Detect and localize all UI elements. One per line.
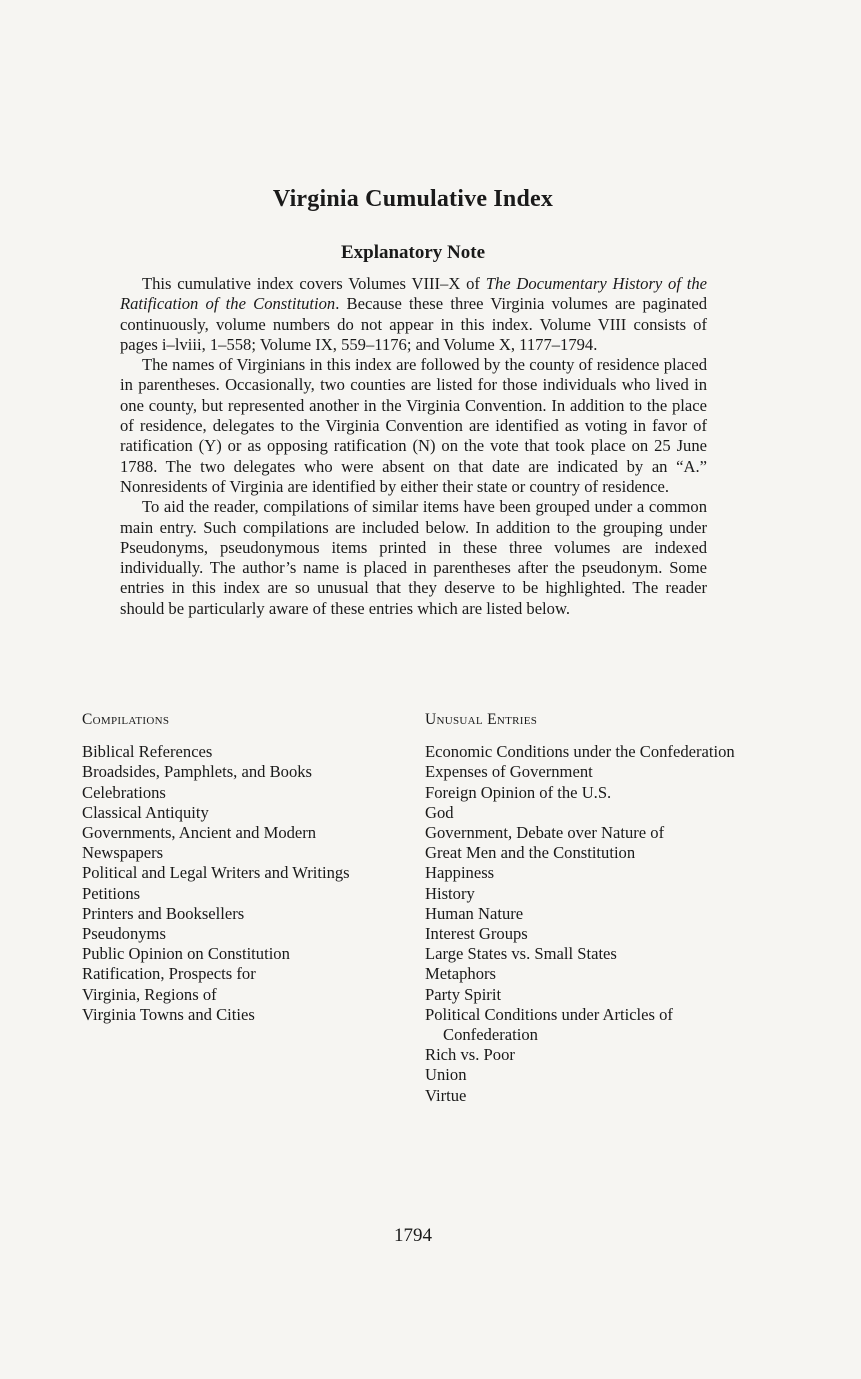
list-item: Newspapers — [82, 843, 164, 863]
compilations-list — [82, 710, 382, 1025]
list-item: Human Nature — [425, 903, 524, 923]
list-item: Ratification, Prospects for — [82, 964, 256, 984]
book-title: The Documentary History of the Ratification of the Constitution — [120, 274, 708, 314]
list-item: Printers and Booksellers — [82, 903, 245, 923]
list-item: Classical Antiquity — [82, 802, 209, 822]
list-item: Government, Debate over Nature of — [425, 823, 665, 843]
list-item: Party Spirit — [425, 984, 502, 1004]
list-item: Foreign Opinion of the U.S. — [425, 782, 612, 802]
unusual-entries-heading: Unusual Entries — [425, 711, 538, 728]
list-item: Celebrations — [82, 782, 166, 802]
compilations-heading: Compilations — [82, 711, 170, 728]
list-item: Virginia, Regions of — [82, 984, 217, 1004]
list-item: Virtue — [425, 1085, 467, 1105]
paragraph-2: The names of Virginians in this index are followed by the county of residence placed in parentheses. Occasionally, two counties are listed for those individuals who lived in one county, but represented another in the Virginia Convention. In addition to the place of residence, delegates to the Virginia Convention are identified as voting in favor of ratification (Y) or as opposing ratification (N) on the vote that took place on 25 June 1788. The two delegates who were absent on that date are indicated by an “A.” Nonresidents of Virginia are identified by either their state or country of residence. — [120, 355, 707, 496]
list-item: Political and Legal Writers and Writings — [82, 863, 350, 883]
unusual-entries-list — [425, 710, 745, 1106]
list-item: Political Conditions under Articles of Confederation — [425, 1004, 673, 1045]
explanatory-note — [120, 274, 707, 619]
list-item: Great Men and the Constitution — [425, 843, 636, 863]
paragraph-3: To aid the reader, compilations of similar items have been grouped under a common main entry. Such compilations are included below. In addition to the grouping under Pseudonyms, pseudonymous items printed in these three volumes are indexed individually. The author’s name is placed in parentheses after the pseudonym. Some entries in this index are so unusual that they deserve to be highlighted. The reader should be particularly aware of these entries which are listed below. — [120, 497, 707, 618]
list-item: Pseudonyms — [82, 924, 166, 944]
list-item: Large States vs. Small States — [425, 944, 617, 964]
list-item: Union — [425, 1065, 467, 1085]
list-item: Metaphors — [425, 964, 496, 984]
list-item: Rich vs. Poor — [425, 1045, 515, 1065]
list-item: Interest Groups — [425, 924, 528, 944]
paragraph-1-rest: . Because these three Virginia volumes are paginated continuously, volume numbers do not appear in this index. Volume VIII consists of pages i–lviii, 1–558; Volume IX, 559–1176; and Volume X, 1177–1794. — [120, 294, 707, 354]
list-item: Broadsides, Pamphlets, and Books — [82, 762, 312, 782]
section-title: Explanatory Note — [340, 242, 486, 263]
list-item: Happiness — [425, 863, 495, 883]
list-item: Virginia Towns and Cities — [82, 1004, 255, 1024]
list-item: Governments, Ancient and Modern — [82, 823, 317, 843]
page-number: 1794 — [394, 1225, 432, 1246]
list-item: God — [425, 802, 454, 822]
list-item: Expenses of Government — [425, 762, 593, 782]
list-item: History — [425, 883, 475, 903]
page-title: Virginia Cumulative Index — [272, 186, 554, 212]
list-item: Economic Conditions under the Confederation — [425, 742, 735, 762]
paragraph-1-lead: This cumulative index covers Volumes VIII–X of — [142, 274, 486, 293]
list-item: Biblical References — [82, 742, 213, 762]
list-item: Petitions — [82, 883, 141, 903]
list-item: Public Opinion on Constitution — [82, 944, 290, 964]
paragraph-1 — [120, 274, 707, 355]
